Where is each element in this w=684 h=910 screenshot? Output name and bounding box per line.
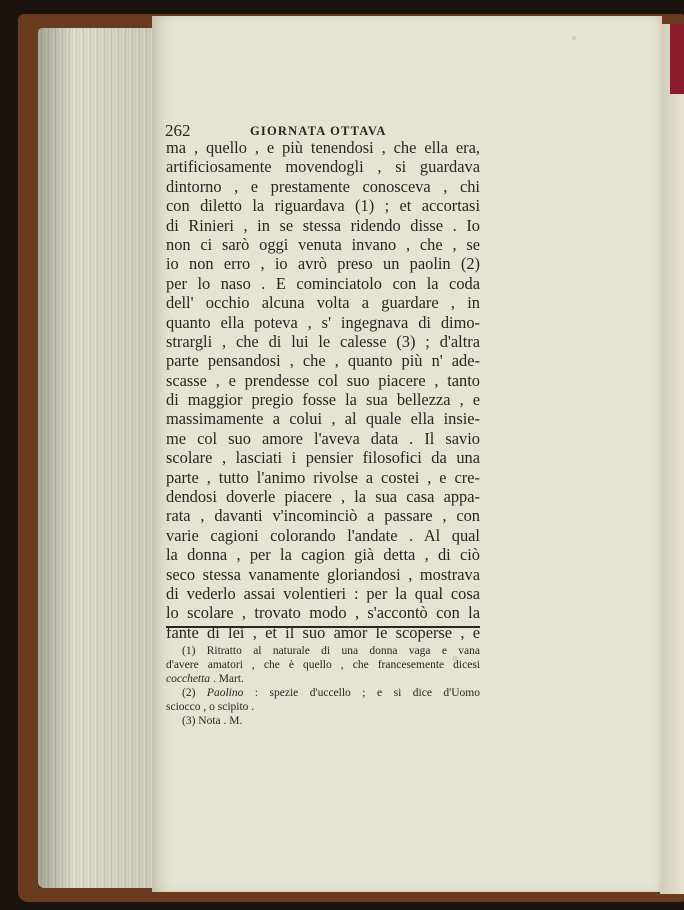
text-line: scolare , lasciati i pensier filosofici da una [166,448,480,468]
text-line: quanto ella poteva , s' ingegnava di dimo- [166,312,480,332]
text-line: la donna , per la cagion già detta , di ciò [166,545,480,565]
text-line: varie cagioni colorando l'andate . Al qual [166,525,480,545]
text-line: non ci sarò oggi venuta invano , che , se [166,234,480,254]
text-line: parte pensandosi , che , quanto più n' ade- [166,351,480,371]
text-line: scasse , e prendesse col suo piacere , tanto [166,370,480,390]
footnote-rule [166,626,480,628]
text-line: fante di lei , et il suo amor le scoperse , e [166,622,480,642]
text-line: dintorno , e prestamente conosceva , chi [166,176,480,196]
text-line: con diletto la riguardava (1) ; et accortasi [166,196,480,216]
text-line: me col suo amore l'aveva data . Il savio [166,428,480,448]
text-line: parte , tutto l'animo rivolse a costei , e cre- [166,467,480,487]
footnotes [166,644,480,728]
text-line: lo scolare , trovato modo , s'accontò con la [166,603,480,623]
text-line: ma , quello , e più tenendosi , che ella era, [166,138,480,157]
facing-page-edge [660,24,684,894]
text-line: seco stessa vanamente gloriandosi , mostrava [166,564,480,584]
footnote-line: (2) Paolino : spezie d'uccello ; e si dice d'Uomo [182,687,480,699]
text-line: massimamente a colui , al quale ella insie- [166,409,480,429]
footnote-line: d'avere amatori , che è quello , che francesemente dicesi [166,659,480,671]
text-line: di vederlo assai volentieri : per la qual cosa [166,583,480,603]
text-line: artificiosamente movendogli , si guardava [166,157,480,177]
text-line: io non erro , io avrò preso un paolin (2) [166,254,480,274]
text-line: dendosi doverle piacere , la sua casa appa- [166,487,480,507]
footnote-line: (1) Ritratto al naturale di una donna vaga e vana [182,645,480,657]
text-line: di Rinieri , in se stessa ridendo disse . Io [166,215,480,235]
text-line: dell' occhio alcuna volta a guardare , in [166,293,480,313]
footnote-line: (3) Nota . M. [182,715,243,727]
text-line: di maggior pregio fosse la sua bellezza , e [166,390,480,410]
text-line: rata , davanti v'incominciò a passare , con [166,506,480,526]
footnote-line: sciocco , o scipito . [166,701,255,713]
page-number: 262 [165,121,191,140]
page-stack-edge [38,28,158,888]
body-text [166,138,480,642]
running-head: GIORNATA OTTAVA [250,124,387,138]
text-line: per lo naso . E cominciatolo con la coda [166,273,480,293]
text-line: strargli , che di lui le calesse (3) ; d'altra [166,331,480,351]
footnote-line: cocchetta . Mart. [166,673,244,685]
